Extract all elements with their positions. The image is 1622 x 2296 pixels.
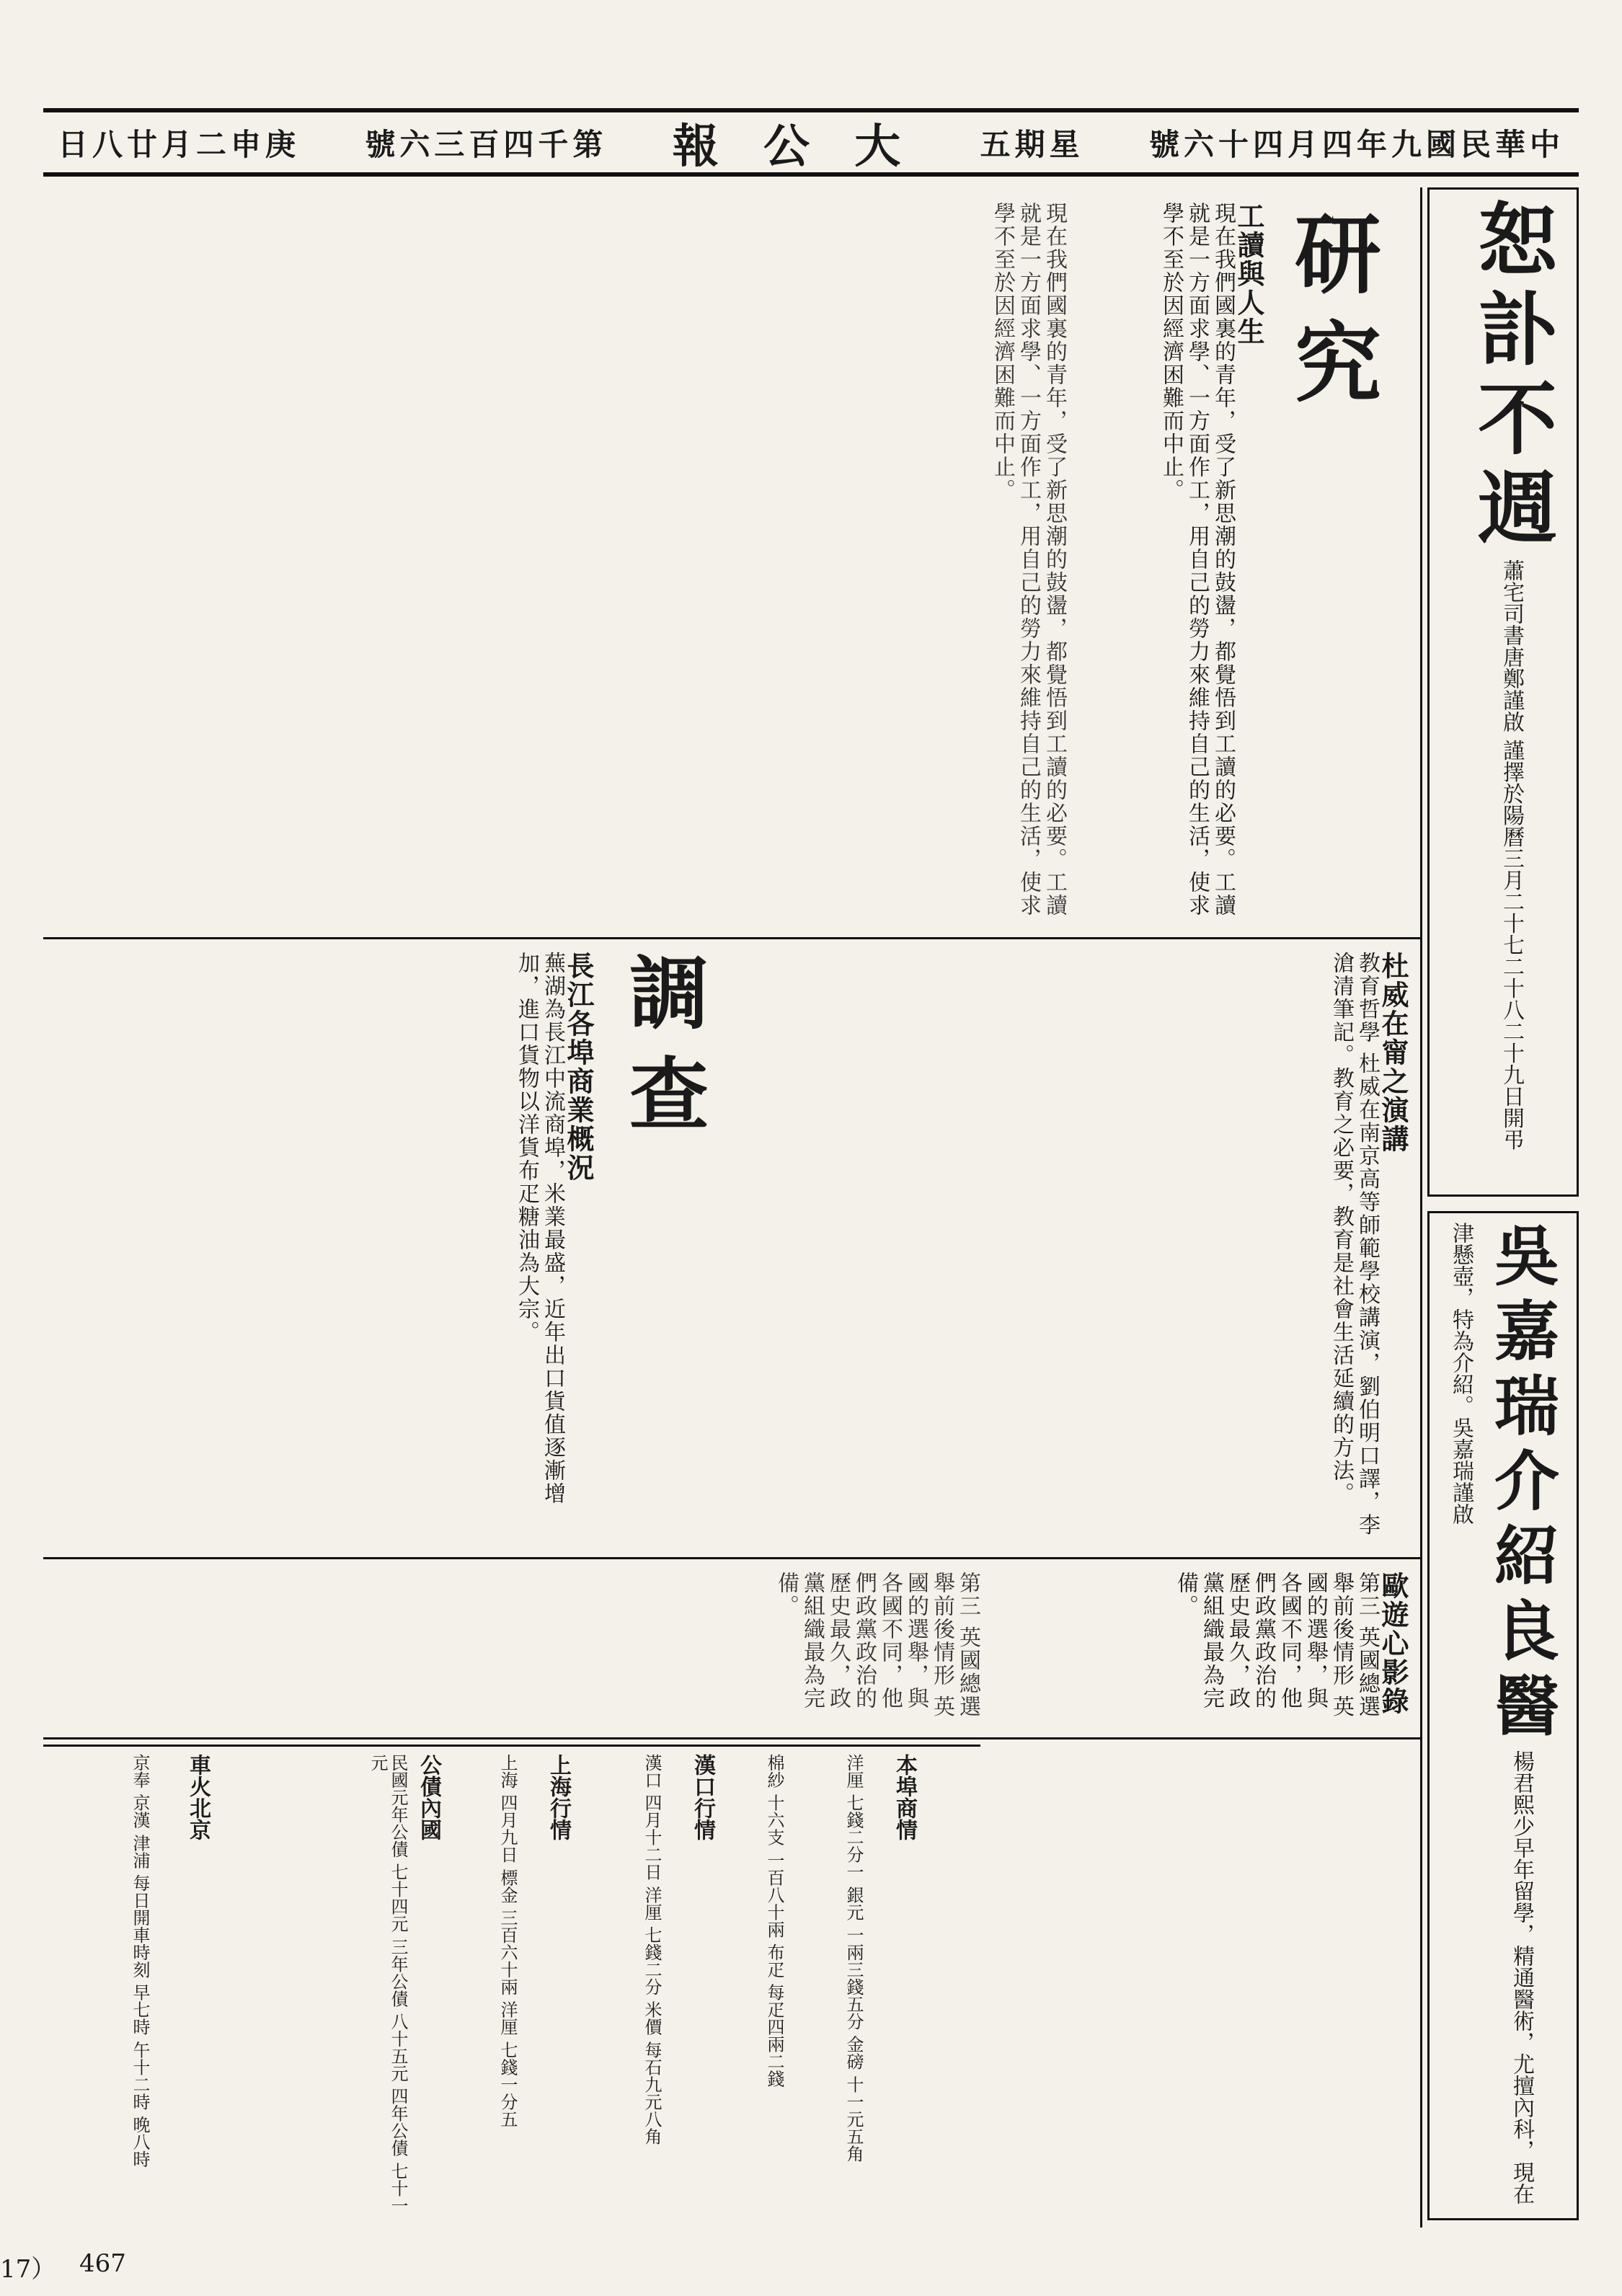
article-europe <box>995 1572 1409 1730</box>
weekday: 五期星 <box>980 126 1084 162</box>
article-changjiang-title: 長江各埠商業概況 <box>562 952 595 1182</box>
section-research-title: 研究 <box>1280 209 1382 425</box>
market-header-shanghai: 上海行情 <box>546 1754 571 1840</box>
divider-middle <box>43 1557 1420 1559</box>
ad-doctor-text: 楊君熙少早年留學，精通醫術，尤擅內科，現在津懸壺，特為介紹。吳嘉瑞謹啟 <box>1448 1222 1534 2205</box>
ad-notice-title: 恕訃不週 <box>1465 198 1558 556</box>
paper-title: 報 公 大 <box>672 119 916 174</box>
article-labor-text: 現在我們國裏的青年，受了新思潮的鼓盪，都覺悟到工讀的必要。工讀就是一方面求學、一方面作工，用自己的勞力來維持自己的生活，使求學不至於因經濟困難而中止。 <box>1158 202 1236 917</box>
market-col-2: 棉紗 十六支 一百八十兩 布疋 每疋四兩二錢 <box>764 1754 784 2088</box>
market-header-rail: 車火北京 <box>185 1754 210 1840</box>
ad-doctor <box>1427 1211 1579 2220</box>
divider-lower <box>43 1737 1420 1739</box>
issue-number: 號六三百四千第 <box>365 126 608 162</box>
section-investigation-title: 調查 <box>616 952 709 1153</box>
article-europe-continued <box>58 1572 980 1730</box>
ad-notice-text: 蕭宅司書唐鄭謹啟 謹擇於陽曆三月二十七二十八二十九日開弔 <box>1499 559 1524 1151</box>
article-labor-title: 工讀與人生 <box>1233 202 1265 346</box>
divider-upper <box>43 937 1420 939</box>
article-changjiang <box>58 952 595 1543</box>
page-number: 467 <box>79 2249 126 2278</box>
masthead <box>43 108 1579 177</box>
masthead-date: 日八廿月二申庚 <box>58 126 301 162</box>
market-col-1: 洋厘 七錢二分一 銀元 一兩三錢五分 金磅 十一元五角 <box>843 1754 864 2163</box>
article-labor <box>1081 202 1265 923</box>
article-dewey <box>735 952 1409 1543</box>
article-europe-title: 歐遊心影錄 <box>1377 1572 1409 1716</box>
market-listings <box>43 1745 980 2230</box>
market-col-6: 京奉 京漢 津浦 每日開車時刻 早七時 午十二時 晚八時 <box>130 1754 150 2168</box>
footer-left: 17） <box>0 2255 56 2284</box>
ad-notice <box>1427 187 1579 1197</box>
market-col-4: 上海 四月九日 標金 三百六十兩 洋厘 七錢一分五 <box>497 1754 518 2128</box>
date-roc: 號六十四月四年九國民華中 <box>1148 126 1564 162</box>
article-labor-body: 現在我們國裏的青年，受了新思潮的鼓盪，都覺悟到工讀的必要。工讀就是一方面求學、一方面作工，用自己的勞力來維持自己的生活，使求學不至於因經濟困難而中止。 <box>990 202 1067 917</box>
article-changjiang-text: 蕪湖為長江中流商埠，米業最盛，近年出口貨值逐漸增加，進口貨物以洋貨布疋糖油為大宗。 <box>514 952 565 1505</box>
right-column <box>1427 187 1579 2228</box>
market-col-5: 民國元年公債 七十四元 三年公債 八十五元 四年公債 七十一元 <box>368 1754 408 2215</box>
market-header-local: 本埠商情 <box>892 1754 917 1840</box>
market-col-3: 漢口 四月十二日 洋厘 七錢二分 米價 每石九元八角 <box>642 1754 662 2145</box>
article-europe-text: 第三 英國總選舉前後情形 英國的選舉，與各國不同，他們政黨政治的歷史最久，政黨組織最為完備。 <box>1173 1572 1380 1719</box>
market-header-gov: 公債內國 <box>416 1754 441 1840</box>
article-europe-body: 第三 英國總選舉前後情形 英國的選舉，與各國不同，他們政黨政治的歷史最久，政黨組織最為完備。 <box>774 1572 980 1719</box>
ad-doctor-title: 吳嘉瑞介紹良醫 <box>1483 1222 1559 1747</box>
article-labor-continued <box>58 202 1067 923</box>
market-header-hankou: 漢口行情 <box>690 1754 715 1840</box>
article-dewey-text: 教育哲學 杜威在南京高等師範學校講演，劉伯明口譯，李滄清筆記。教育之必要，教育是社會生活延續的方法。 <box>1329 952 1380 1537</box>
article-dewey-title: 杜威在甯之演講 <box>1377 952 1409 1153</box>
